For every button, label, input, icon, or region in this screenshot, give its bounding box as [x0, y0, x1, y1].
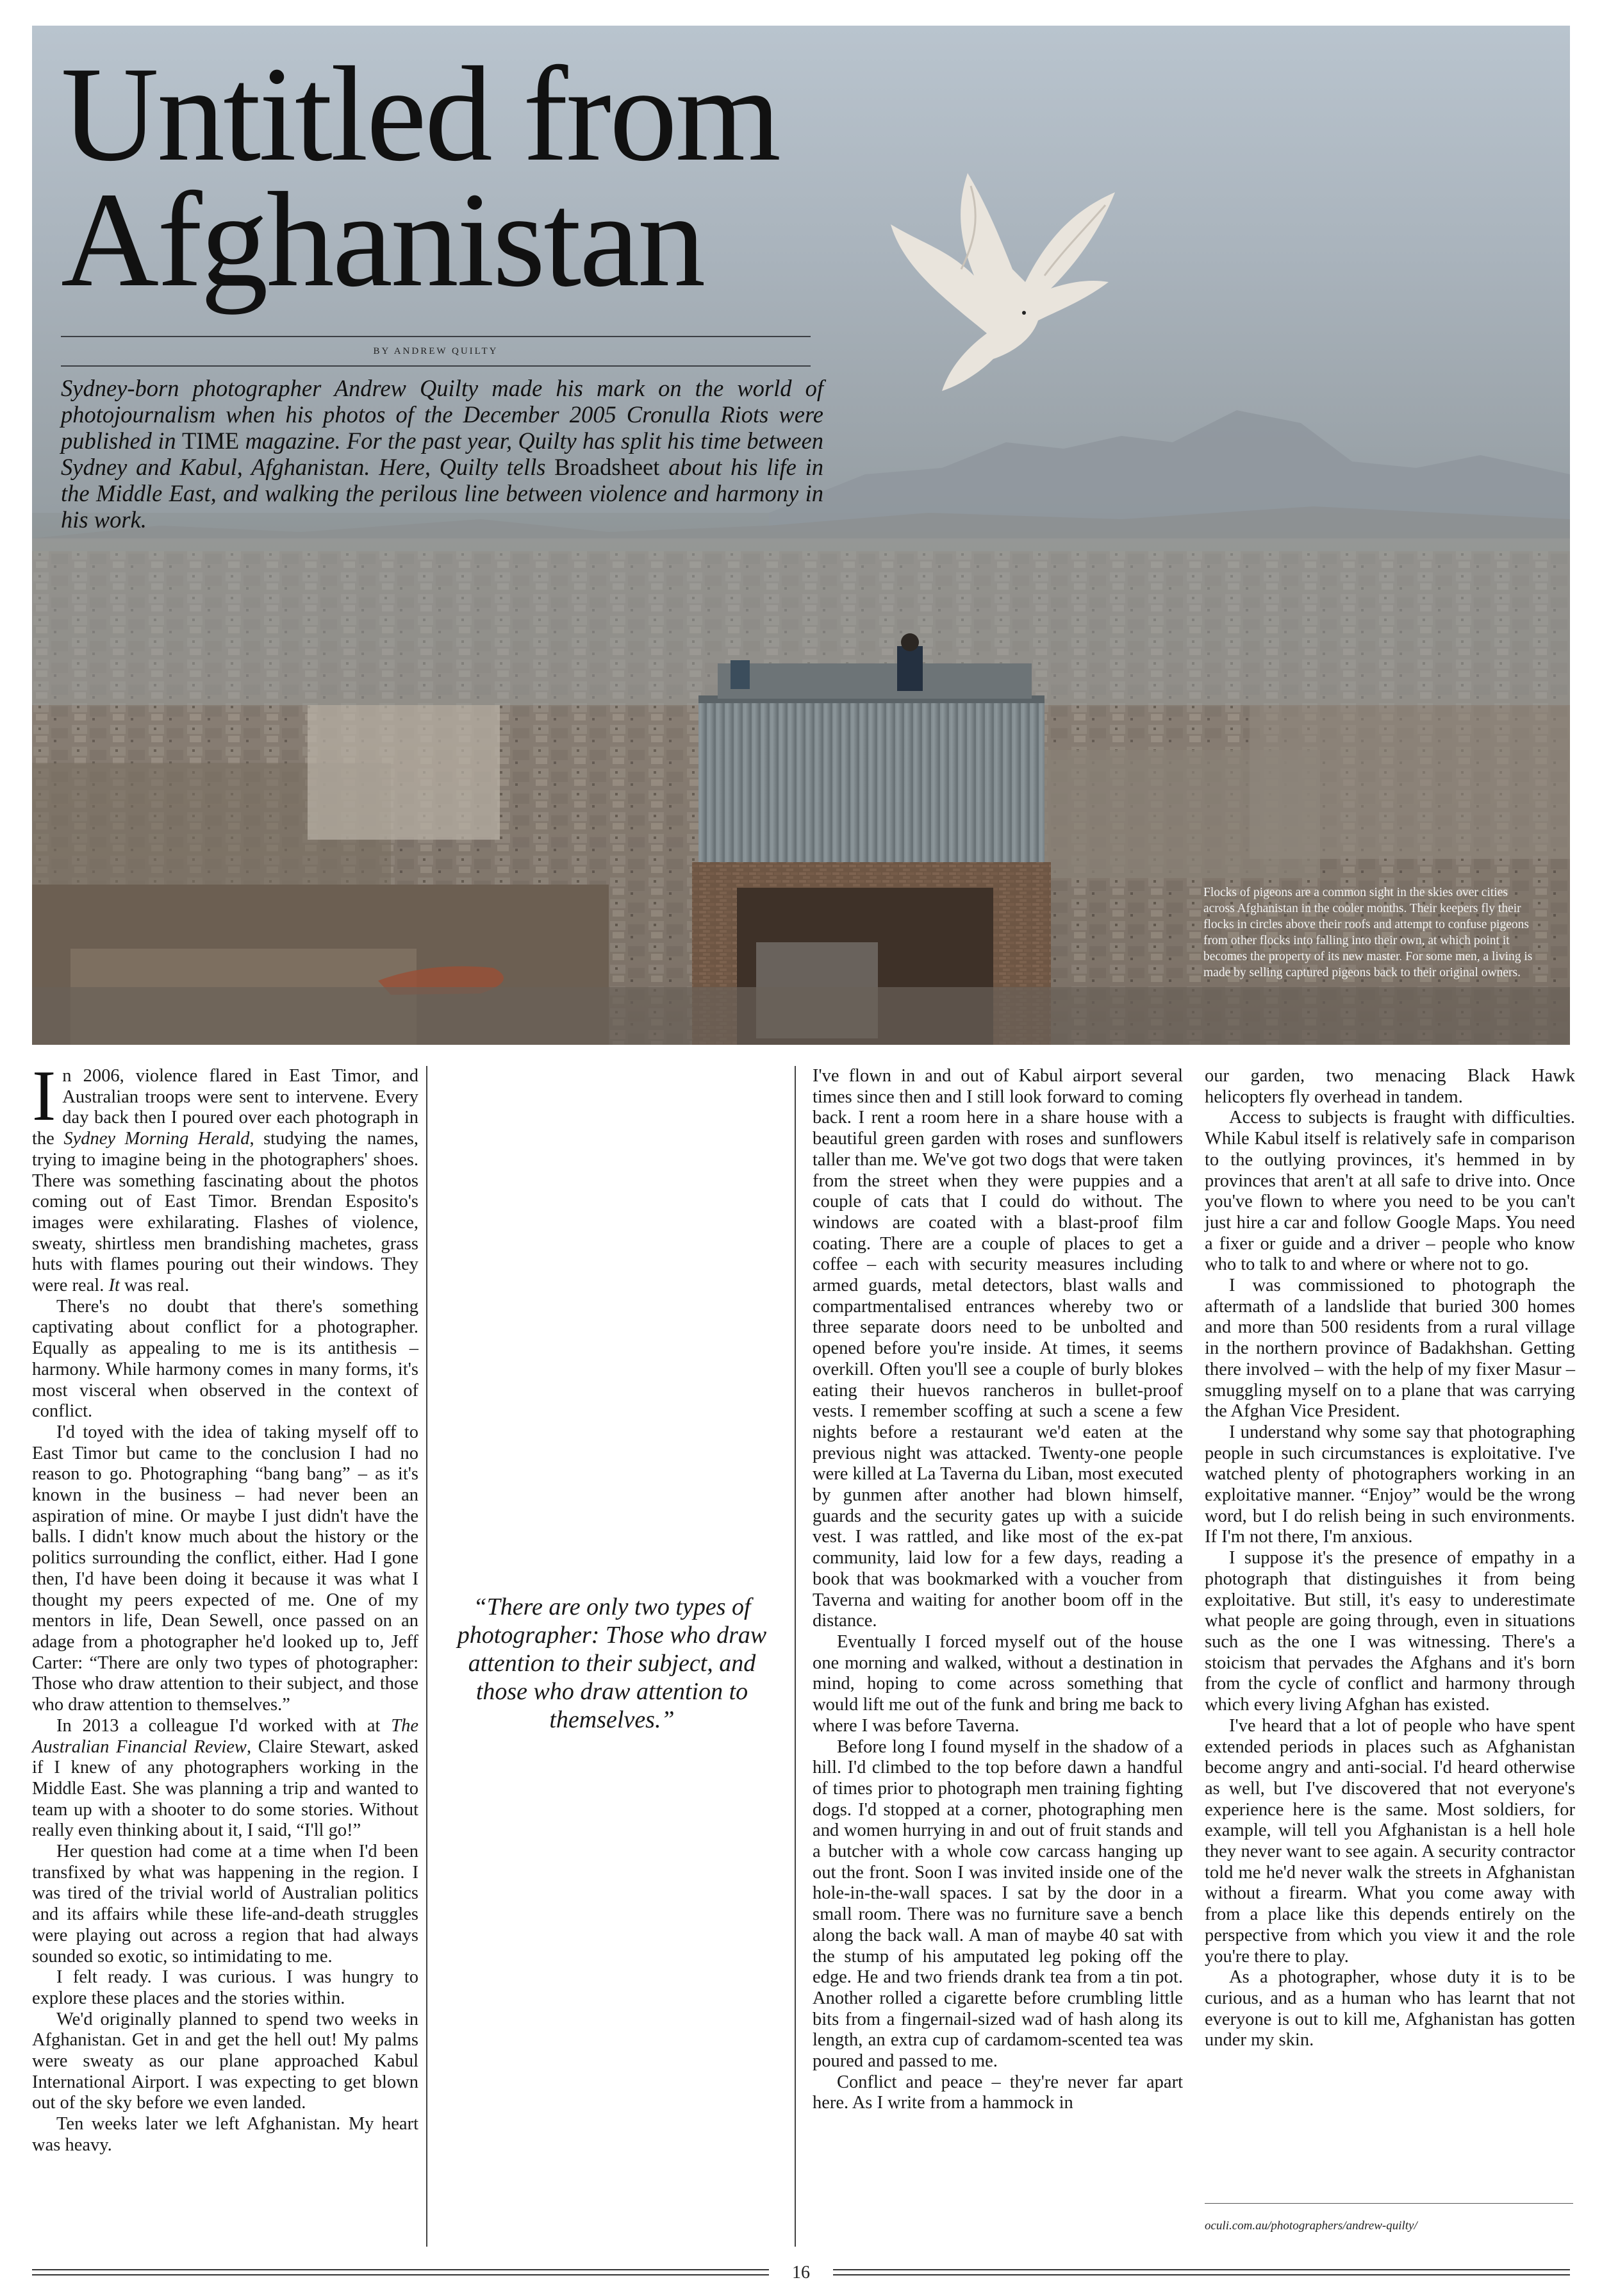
- page-number: 16: [792, 2263, 810, 2283]
- paragraph: I'd toyed with the idea of taking myself off to East Timor but came to the conclusion I had no reason to go. Photographing “bang bang” – as it's known in the business – had never been an aspiration of mine. Or maybe I just didn't have the balls. I didn't know much about the history or the politics surrounding the conflict, either. Had I gone then, I'd have been doing it because it was what I thought my peers expected of me. One of my mentors in life, Dean Sewell, once passed on an adage from a photographer he'd looked up to, Jeff Carter: “There are only two types of photographer: Those who draw attention to their subject, and those who draw attention to themselves.”: [32, 1422, 418, 1715]
- footer-rule-right-2: [833, 2274, 1570, 2275]
- source-link[interactable]: oculi.com.au/photographers/andrew-quilty/: [1205, 2219, 1417, 2233]
- column-rule-right: [795, 1066, 796, 2247]
- paragraph: I've flown in and out of Kabul airport several times since then and I still look forward to coming back. I rent a room here in a share house with a beautiful green garden with roses and sunflowers taller than me. We've got two dogs that were taken from the street when they were puppies and a couple of cats that I could do without. The windows are coated with a blast-proof film coating. There are a couple of places to get a coffee – each with security measures including armed guards, metal detectors, blast walls and compartmentalised entrances whereby two or three separate doors need to be unbolted and opened before you're inside. At times, it seems overkill. Often you'll see a couple of burly blokes eating their huevos rancheros in bullet-proof vests. I remember scoffing at such a scene a few nights before a restaurant we'd eaten at the previous night was attacked. Twenty-one people were killed at La Taverna du Liban, most executed by gunmen after another had blown himself, guards and the security gates up with a suicide vest. I was rattled, and like most of the ex-pat community, laid low for a few days, reading a book that was bookmarked with a voucher from Taverna and waiting for another boom off in the distance.: [813, 1066, 1183, 1631]
- standfirst-text-1: Sydney-born photographer Andrew Quilty made his mark on the world of photojournalism when his photos of the December 2005 Cronulla Riots were published in: [61, 375, 823, 454]
- pull-quote: “There are only two types of photographer: Those who draw attention to their subject, and those who draw attention to themselves.”: [457, 1593, 767, 1733]
- paragraph: Before long I found myself in the shadow of a hill. I'd climbed to the top before dawn a handful of times prior to photograph men training fighting dogs. I'd stopped at a corner, photographing men and women hurrying in and out of fruit stands and a butcher with a whole cow carcass hanging up out the front. Soon I was invited inside one of the hole-in-the-wall spaces. I sat by the door in a small room. There was no furniture save a bench along the back wall. A man of maybe 40 sat with the stump of his amputated leg poking off the edge. He and two friends drank tea from a tin pot. Another rolled a cigarette before crumbling little bits from a fingernail-sized wad of hash along its length, an extra cup of cardamom-scented tea was poured and passed to me.: [813, 1736, 1183, 2072]
- paragraph: As a photographer, whose duty it is to be curious, and as a human who has learnt that not everyone is out to kill me, Afghanistan has gotten under my skin.: [1205, 1967, 1575, 2051]
- byline-rule-top: [61, 336, 811, 337]
- paragraph: Conflict and peace – they're never far apart here. As I write from a hammock in: [813, 2072, 1183, 2113]
- paragraph: Eventually I forced myself out of the house one morning and walked, without a destination in mind, hoping to come across something that would lift me out of the funk and bring me back to where I was before Taverna.: [813, 1631, 1183, 1736]
- article-title: Untitled from Afghanistan: [61, 38, 779, 315]
- paragraph: I was commissioned to photograph the aftermath of a landslide that buried 300 homes and more than 500 residents from a rural village in the northern province of Badakhshan. Getting there involved – with the help of my fixer Masur – smuggling myself on to a plane that was carrying the Afghan Vice President.: [1205, 1276, 1575, 1422]
- emphasis: It: [108, 1276, 120, 1296]
- byline: BY ANDREW QUILTY: [373, 346, 499, 356]
- paragraph: [32, 1056, 418, 1297]
- byline-rule-bottom: [61, 365, 811, 367]
- paragraph: I've heard that a lot of people who have spent extended periods in places such as Afghanistan become angry and anti-social. I'd heard otherwise as well, but I've discovered that not everyone's experience here is the same. Most soldiers, for example, will tell you Afghanistan is a hell hole they never want to see again. A security contractor told me he'd never walk the streets in Afghanistan without a firearm. What you come away with from a place like this depends entirely on the perspective from which you view it and the role you're there to play.: [1205, 1715, 1575, 1967]
- paragraph: Ten weeks later we left Afghanistan. My heart was heavy.: [32, 2114, 418, 2155]
- footer-rule-right-1: [833, 2269, 1570, 2270]
- publication-name: The Australian Financial Review: [32, 1715, 418, 1757]
- standfirst-publication: Broadsheet: [554, 454, 660, 480]
- standfirst-magazine: TIME: [182, 428, 240, 454]
- paragraph: Access to subjects is fraught with difficulties. While Kabul itself is relatively safe in comparison to the outlying provinces, it's hemmed in by provinces that aren't at all safe to drive into. Once you've flown to where you need to be you can't just hire a car and follow Google Maps. You need a fixer or guide and a driver – people who know who to talk to and where or where not to go.: [1205, 1108, 1575, 1275]
- text: In 2013 a colleague I'd worked with at: [56, 1715, 392, 1736]
- hero-photo: [32, 26, 1570, 1045]
- footer-rule-left-2: [32, 2274, 769, 2275]
- text: n 2006, violence flared in East Timor, and Australian troops were sent to intervene. Every day back then I poured over each photograph in the: [32, 1066, 418, 1149]
- paragraph: I understand why some say that photographing people in such circumstances is exploitative. I've watched plenty of photographers working in an exploitative manner. “Enjoy” would be the wrong word, but I do relish being in such environments. If I'm not there, I'm anxious.: [1205, 1422, 1575, 1547]
- paragraph: Her question had come at a time when I'd been transfixed by what was happening in the region. I was tired of the trivial world of Australian politics and its affairs while these life-and-death struggles were playing out across a region that had always sounded so exotic, so intimidating to me.: [32, 1842, 418, 1967]
- paragraph: our garden, two menacing Black Hawk helicopters fly overhead in tandem.: [1205, 1066, 1575, 1107]
- body-column-3: [813, 1066, 1183, 2114]
- standfirst-text-2: magazine. For the past year, Quilty has split his time between Sydney and Kabul, Afghanistan. Here, Quilty tells: [61, 428, 823, 480]
- footer-rule-left-1: [32, 2269, 769, 2270]
- text: , studying the names, trying to imagine being in the photographers' shoes. There was something fascinating about the photos coming out of East Timor. Brendan Esposito's images were exhilarating. Flashes of violence, sweaty, shirtless men brandishing machetes, grass huts with flames pouring out their windows. They were real.: [32, 1129, 418, 1296]
- publication-name: Sydney Morning Herald: [63, 1129, 250, 1149]
- paragraph: [32, 1716, 418, 1842]
- text: , Claire Stewart, asked if I knew of any photographers working in the Middle East. She was planning a trip and wanted to team up with a shooter to do some stories. Without really even thinking about it, I said, “I'll go!”: [32, 1736, 418, 1841]
- source-rule: [1205, 2203, 1573, 2204]
- standfirst: [61, 375, 823, 533]
- column-rule-left: [426, 1066, 427, 2247]
- text: was real.: [119, 1276, 190, 1296]
- paragraph: There's no doubt that there's something captivating about conflict for a photographer. Equally as appealing to me is its antithesis – harmony. While harmony comes in many forms, it's most visceral when observed in the context of conflict.: [32, 1296, 418, 1422]
- standfirst-text-3: about his life in the Middle East, and walking the perilous line between violence and harmony in his work.: [61, 454, 823, 533]
- body-column-4: [1205, 1066, 1575, 2051]
- body-column-1: [32, 1056, 418, 2156]
- paragraph: We'd originally planned to spend two weeks in Afghanistan. Get in and get the hell out! My palms were sweaty as our plane approached Kabul International Airport. I was expecting to get blown out of the sky before we even landed.: [32, 2009, 418, 2113]
- photo-caption: Flocks of pigeons are a common sight in the skies over cities across Afghanistan in the cooler months. Their keepers fly their flocks in circles above their roofs and attempt to confuse pigeons from other flocks into falling into their own, at which point it becomes the property of its new master. For some men, a living is made by selling captured pigeons back to their original owners.: [1203, 886, 1533, 979]
- drop-cap: I: [32, 1056, 56, 1136]
- paragraph: I suppose it's the presence of empathy in a photograph that distinguishes it from being exploitative. But still, it's easy to underestimate what people are going through, even in situations such as the one I was witnessing. There's a stoicism that pervades the Afghans and it's born from the cycle of conflict and harmony through which every living Afghan has existed.: [1205, 1548, 1575, 1715]
- paragraph: I felt ready. I was curious. I was hungry to explore these places and the stories within.: [32, 1967, 418, 2008]
